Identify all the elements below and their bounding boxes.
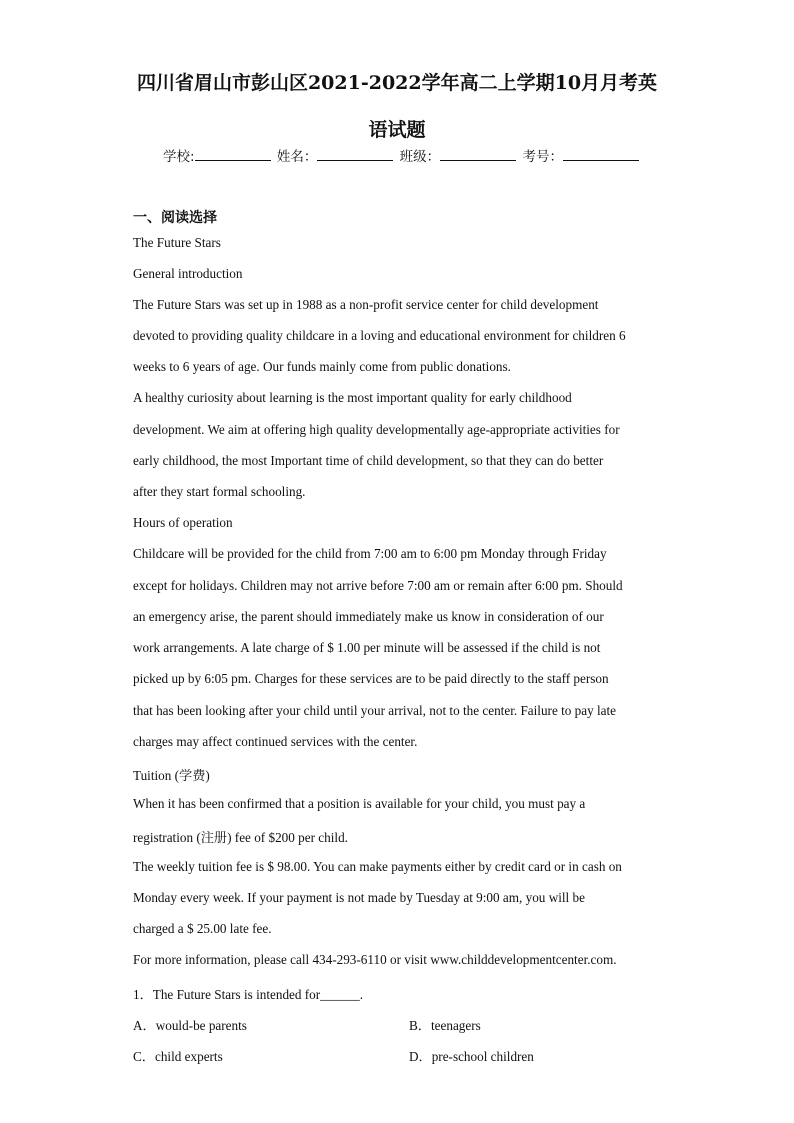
name-blank (317, 148, 393, 161)
passage-line: weeks to 6 years of age. Our funds mainly come from public donations. (133, 359, 511, 374)
passage-line: picked up by 6:05 pm. Charges for these services are to be paid directly to the staff person (133, 671, 609, 686)
option-b: B．teenagers (409, 1018, 481, 1033)
option-c: C．child experts (133, 1049, 223, 1064)
passage-line: an emergency arise, the parent should immediately make us know in consideration of our (133, 609, 604, 624)
passage-line: registration (注册) fee of $200 per child. (133, 830, 348, 845)
passage-line: charged a $ 25.00 late fee. (133, 921, 272, 936)
passage-line: Childcare will be provided for the child from 7:00 am to 6:00 pm Monday through Friday (133, 546, 607, 561)
passage-line: early childhood, the most Important time of child development, so that they can do better (133, 453, 604, 468)
exam-number-blank (563, 148, 639, 161)
passage-line: The Future Stars was set up in 1988 as a non-profit service center for child development (133, 297, 599, 312)
school-label: 学校: (163, 149, 195, 165)
subheading-general: General introduction (133, 266, 243, 281)
passage-line: after they start formal schooling. (133, 484, 306, 499)
class-blank (440, 148, 516, 161)
passage-line: A healthy curiosity about learning is the most important quality for early childhood (133, 390, 572, 405)
exam-title-line2: 语试题 (368, 119, 426, 141)
passage-line: devoted to providing quality childcare in a loving and educational environment for children 6 (133, 328, 626, 343)
passage-line: except for holidays. Children may not arrive before 7:00 am or remain after 6:00 pm. Should (133, 578, 623, 593)
passage-line: work arrangements. A late charge of $ 1.00 per minute will be assessed if the child is not (133, 640, 601, 655)
option-d: D．pre-school children (409, 1049, 534, 1064)
passage-line: that has been looking after your child until your arrival, not to the center. Failure to pay late (133, 703, 617, 718)
passage-line: charges may affect continued services with the center. (133, 734, 418, 749)
exam-title-line1: 四川省眉山市彭山区2021-2022学年高二上学期10月月考英 (136, 72, 658, 94)
passage-line: The weekly tuition fee is $ 98.00. You can make payments either by credit card or in cash on (133, 859, 622, 874)
class-label: 班级： (399, 149, 441, 165)
exam-number-label: 考号： (522, 149, 563, 165)
passage-line: When it has been confirmed that a position is available for your child, you must pay a (133, 796, 586, 811)
subheading-tuition: Tuition (学费) (133, 768, 210, 783)
name-label: 姓名： (276, 149, 318, 165)
contact-line: For more information, please call 434-293-6110 or visit www.childdevelopmentcenter.com. (133, 952, 617, 967)
section-heading: 一、阅读选择 (133, 210, 217, 226)
school-blank (195, 148, 271, 161)
passage-line: Monday every week. If your payment is not made by Tuesday at 9:00 am, you will be (133, 890, 585, 905)
option-a: A．would-be parents (133, 1018, 247, 1033)
passage-line: development. We aim at offering high quality developmentally age-appropriate activities for (133, 422, 620, 437)
student-info-row (163, 145, 641, 165)
subheading-hours: Hours of operation (133, 515, 233, 530)
passage-title: The Future Stars (133, 235, 221, 250)
question-stem: 1．The Future Stars is intended for______. (133, 987, 364, 1002)
